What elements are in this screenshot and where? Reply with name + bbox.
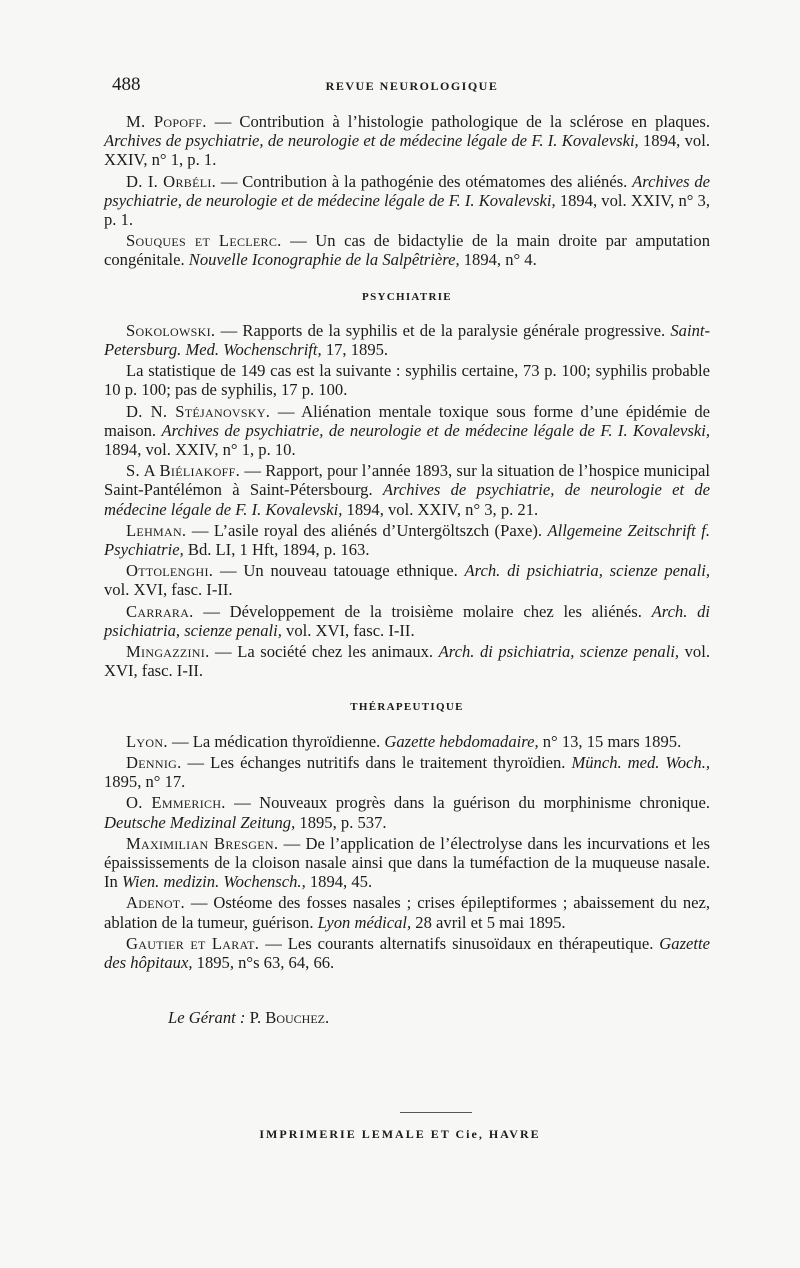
entry-author: O. Emmerich. bbox=[126, 793, 226, 813]
entry-author: D. I. Orbéli. bbox=[126, 171, 217, 191]
bibliography-entry bbox=[104, 231, 710, 269]
entry-details: 1894, 45. bbox=[305, 872, 373, 892]
entry-text: — De l’application de l’électrolyse dans les incurvations et les épaississements de la cloison nasale ainsi que dans la tuméfaction de la muqueuse nasale. In bbox=[104, 833, 710, 892]
entry-journal: Arch. di psichiatria, scienze penali, bbox=[104, 601, 711, 640]
section-heading-therapeutique: THÉRAPEUTIQUE bbox=[350, 701, 464, 714]
entry-author: Maximilian Bresgen. bbox=[126, 833, 279, 853]
entry-list-top bbox=[104, 112, 710, 270]
entry-journal: Archives de psychiatrie, de neurologie et de médecine légale de F. I. Kovalevski, bbox=[104, 480, 710, 519]
entry-author: Lyon. bbox=[126, 731, 168, 751]
entry-list-psychiatrie bbox=[104, 321, 710, 681]
entry-details: 1895, n°s 63, 64, 66. bbox=[192, 952, 335, 972]
page-header bbox=[112, 74, 712, 100]
entry-journal: Deutsche Medizinal Zeitung, bbox=[104, 812, 296, 832]
entry-author: Dennig. bbox=[126, 752, 182, 772]
signature bbox=[168, 1008, 710, 1027]
entry-journal: Archives de psychiatrie, de neurologie et de médecine légale de F. I. Kovalevski, bbox=[104, 131, 639, 151]
entry-details: 1895, n° 17. bbox=[104, 772, 186, 792]
entry-details: vol. XVI, fasc. I-II. bbox=[104, 580, 233, 600]
entry-journal: Lyon médical, bbox=[317, 912, 412, 932]
entry-author: Ottolenghi. bbox=[126, 561, 214, 581]
bibliography-entry bbox=[104, 602, 710, 640]
entry-text: — La société chez les animaux. bbox=[209, 642, 439, 662]
page-body bbox=[104, 112, 710, 1027]
entry-list-therapeutique bbox=[104, 732, 710, 972]
entry-journal: Allgemeine Zeitschrift f. Psychiatrie, bbox=[104, 520, 710, 560]
entry-journal: Arch. di psichiatria, scienze penali, bbox=[464, 561, 710, 581]
page-number: 488 bbox=[112, 74, 141, 95]
entry-details: 1894, vol. XXIV, n° 3, p. 21. bbox=[342, 499, 539, 519]
entry-author: Sokolowski. bbox=[126, 320, 216, 340]
entry-details: 1894, vol. XXIV, n° 1, p. 10. bbox=[104, 440, 296, 460]
entry-details: Bd. LI, 1 Hft, 1894, p. 163. bbox=[183, 540, 370, 560]
entry-text: — Développement de la troisième molaire chez les aliénés. bbox=[193, 601, 652, 621]
entry-text: — Les courants alternatifs sinusoïdaux en thérapeutique. bbox=[259, 933, 660, 953]
divider-rule bbox=[400, 1112, 472, 1113]
entry-journal: Gazette hebdomadaire, bbox=[384, 731, 539, 751]
bibliography-entry bbox=[104, 321, 710, 359]
bibliography-entry bbox=[104, 642, 710, 680]
entry-text: La statistique de 149 cas est la suivante : syphilis certaine, 73 p. 100; syphilis probable 10 p. 100; pas de syphilis, 17 p. 100. bbox=[104, 361, 710, 400]
entry-text: — Rapport, pour l’année 1893, sur la situation de l’hospice municipal Saint-Pantélémon à Saint-Pétersbourg. bbox=[104, 461, 711, 500]
entry-details: 1894, n° 4. bbox=[459, 250, 537, 270]
section-heading-psychiatrie: PSYCHIATRIE bbox=[362, 290, 452, 303]
bibliography-entry bbox=[104, 561, 710, 599]
entry-details: 17, 1895. bbox=[321, 340, 389, 360]
entry-details: 1894, vol. XXIV, n° 3, p. 1. bbox=[104, 190, 710, 230]
bibliography-entry bbox=[104, 112, 710, 170]
entry-details: vol. XVI, fasc. I-II. bbox=[281, 620, 415, 640]
entry-text: — Rapports de la syphilis et de la paralysie générale progressive. bbox=[215, 320, 671, 340]
entry-journal: Wien. medizin. Wochensch., bbox=[121, 872, 306, 892]
entry-author: Lehman. bbox=[126, 520, 187, 540]
bibliography-entry bbox=[104, 793, 710, 831]
signature-label: Le Gérant : bbox=[168, 1008, 246, 1028]
entry-text: — Nouveaux progrès dans la guérison du morphinisme chronique. bbox=[225, 793, 710, 813]
bibliography-entry bbox=[104, 521, 710, 559]
entry-text: — Ostéome des fosses nasales ; crises épileptiformes ; abaissement du nez, ablation de la tumeur, guérison. bbox=[104, 893, 710, 932]
bibliography-entry bbox=[104, 461, 710, 519]
entry-text: — L’asile royal des aliénés d’Untergöltszch (Paxe). bbox=[186, 520, 548, 540]
entry-author: Mingazzini. bbox=[126, 642, 210, 662]
entry-text: — Contribution à la pathogénie des otématomes des aliénés. bbox=[216, 171, 633, 191]
imprint-line: IMPRIMERIE LEMALE ET Cie, HAVRE bbox=[259, 1127, 541, 1141]
bibliography-entry bbox=[104, 361, 710, 399]
bibliography-entry bbox=[104, 732, 710, 751]
entry-journal: Archives de psychiatrie, de neurologie et de médecine légale de F. I. Kovalevski, bbox=[104, 171, 710, 210]
entry-journal: Saint-Petersburg. Med. Wochenschrift, bbox=[104, 320, 710, 360]
entry-journal: Arch. di psichiatria, scienze penali, bbox=[438, 642, 680, 662]
entry-text: — La médication thyroïdienne. bbox=[167, 731, 385, 751]
entry-journal: Archives de psychiatrie, de neurologie et de médecine légale de F. I. Kovalevski, bbox=[161, 420, 710, 440]
entry-author: D. N. Stéjanovsky. bbox=[126, 401, 271, 421]
bibliography-entry bbox=[104, 893, 710, 931]
entry-details: 1894, vol. XXIV, n° 1, p. 1. bbox=[104, 131, 710, 170]
bibliography-entry bbox=[104, 934, 710, 972]
entry-author: M. Popoff. bbox=[126, 112, 207, 131]
signature-name: P. Bouchez. bbox=[249, 1008, 330, 1028]
entry-details: vol. XVI, fasc. I-II. bbox=[104, 642, 710, 681]
entry-author: Souques et Leclerc. bbox=[126, 231, 282, 251]
entry-text: — Un nouveau tatouage ethnique. bbox=[213, 561, 465, 581]
entry-details: n° 13, 15 mars 1895. bbox=[538, 731, 682, 751]
entry-author: S. A Biéliakoff. bbox=[126, 461, 241, 481]
bibliography-entry bbox=[104, 172, 710, 230]
entry-details: 28 avril et 5 mai 1895. bbox=[411, 912, 566, 932]
entry-journal: Gazette des hôpitaux, bbox=[104, 933, 710, 972]
entry-text: — Un cas de bidactylie de la main droite par amputation congénitale. bbox=[104, 231, 710, 270]
bibliography-entry bbox=[104, 753, 710, 791]
entry-author: Gautier et Larat. bbox=[126, 933, 260, 953]
bibliography-entry bbox=[104, 402, 710, 460]
entry-journal: Nouvelle Iconographie de la Salpêtrière, bbox=[188, 250, 460, 270]
entry-journal: Münch. med. Woch., bbox=[571, 752, 711, 772]
entry-text: — Contribution à l’histologie pathologique de la sclérose en plaques. bbox=[206, 112, 710, 131]
entry-text: — Aliénation mentale toxique sous forme d’une épidémie de maison. bbox=[104, 401, 710, 440]
entry-text: — Les échanges nutritifs dans le traitement thyroïdien. bbox=[181, 752, 572, 772]
entry-author: Adenot. bbox=[126, 893, 185, 913]
bibliography-entry bbox=[104, 834, 710, 892]
entry-details: 1895, p. 537. bbox=[295, 812, 387, 832]
running-head: REVUE NEUROLOGIQUE bbox=[325, 79, 499, 93]
entry-author: Carrara. bbox=[126, 601, 194, 621]
